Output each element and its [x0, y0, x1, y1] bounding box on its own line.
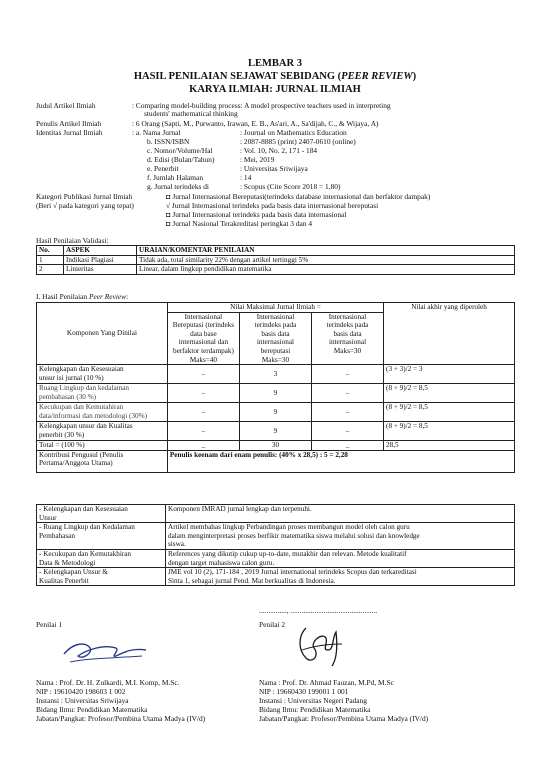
komponen-cell: Ruang Lingkup dan kedalaman pembahasan (30 %) [37, 384, 168, 403]
score-cell: _ [167, 441, 239, 451]
nilai-akhir-cell: (8 + 9)/2 = 8,5 [384, 384, 515, 403]
penilai-2-nip: NIP : 19660430 199001 1 001 [259, 687, 349, 696]
checkbox-icon[interactable]: ◘ [166, 219, 171, 228]
table-row [37, 568, 515, 586]
kategori-option-2[interactable]: ◘ Jurnal Internasional terindeks pada basis data internasional [166, 210, 347, 219]
penilai-1-bidang: Bidang Ilmu: Pendidikan Matematika [36, 705, 148, 714]
score-cell: 9 [239, 384, 311, 403]
col-header-bereputasi-40: Internasional Bereputasi (terindeks data base internasional dan berfaktor terdampak) Maks=40 [167, 312, 239, 365]
penilai-2-nama: Nama : Prof. Dr. Ahmad Fauzan, M.Pd, M.Sc [259, 678, 394, 687]
peer-review-title: I. Hasil Penilaian Peer Review: [36, 292, 129, 301]
penilai-2-label: Penilai 2 [259, 620, 286, 629]
identitas-value: : Mei, 2019 [240, 155, 275, 164]
page-title: HASIL PENILAIAN SEJAWAT SEBIDANG (PEER REVIEW) [133, 71, 417, 82]
penilai-1-nip: NIP : 19610420 198603 1 002 [36, 687, 126, 696]
validasi-title: Hasil Penilaian Validasi: [36, 236, 109, 245]
komponen-header: Komponen Yang Dinilai [37, 303, 168, 365]
checkbox-icon[interactable]: ◘ [166, 192, 171, 201]
score-cell: – [312, 422, 384, 441]
identitas-value: : Journal on Mathematics Education [240, 128, 347, 137]
table-row [37, 403, 515, 422]
nilai-maks-header: Nilai Maksimal Jurnal Ilmiah = [167, 303, 383, 313]
peer-review-table [36, 302, 515, 473]
table-cell: Linear, dalam lingkup pendidikan matematika [137, 265, 515, 275]
table-row [37, 384, 515, 403]
komentar-value: References yang dikutip cukup up-to-date, mutakhir dan relevan. Metode kualitatif dengan target mahasiswa calon guru. [166, 549, 515, 567]
score-cell: 9 [239, 403, 311, 422]
kontribusi-value: Penulis keenam dari enam penulis: (40% x 28,5) : 5 = 2,28 [167, 450, 514, 472]
penilai-2-jabatan: Jabatan/Pangkat: Profesor/Pembina Utama Madya (IV/d) [259, 714, 429, 723]
komentar-aspek: - Kelengkapan Unsur & Kualitas Penerbit [37, 568, 166, 586]
score-cell: 3 [239, 365, 311, 384]
total-value: 28,5 [384, 441, 515, 451]
penulis-value: : 6 Orang (Sapti, M., Purwanto, Irawan, E. B., As'ari, A., Sa'dijah, C., & Wijaya, A) [132, 119, 379, 128]
penilai-1-jabatan: Jabatan/Pangkat: Profesor/Pembina Utama Madya (IV/d) [36, 714, 206, 723]
signature-1-image [60, 634, 150, 668]
identitas-key: f. Jumlah Halaman [147, 173, 204, 182]
nilai-akhir-cell: (8 + 9)/2 = 8,5 [384, 403, 515, 422]
kontribusi-row [37, 450, 515, 472]
checkmark-icon[interactable]: √ [166, 201, 171, 210]
score-cell: – [312, 365, 384, 384]
table-row [37, 523, 515, 550]
komentar-value: Artikel membahas lingkup Perbandingan proses membangun model oleh calon guru dalam menginterpretasi proses berfikir matematika siswa melalui solusi dan knowledge siswa. [166, 523, 515, 550]
header-cell: URAIAN/KOMENTAR PENILAIAN [137, 246, 515, 256]
komentar-table [36, 504, 515, 586]
komponen-cell: Kelengkapan unsur dan Kualitas penerbit (30 %) [37, 422, 168, 441]
judul-label: Judul Artikel Ilmiah [36, 101, 96, 110]
table-row [37, 365, 515, 384]
identitas-value: : Vol. 10, No. 2, 171 - 184 [240, 146, 318, 155]
score-cell: – [167, 384, 239, 403]
score-cell: – [167, 422, 239, 441]
identitas-key: c. Nomor/Volume/Hal [147, 146, 213, 155]
kontribusi-label: Kontribusi Pengusul (Penulis Pertama/Anggota Utama) [37, 450, 168, 472]
table-row [37, 505, 515, 523]
komentar-value: Komponen IMRAD jurnal lengkap dan terpenuhi. [166, 505, 515, 523]
validasi-table [36, 245, 515, 275]
identitas-key: : a. Nama Jurnal [132, 128, 181, 137]
komentar-aspek: - Kecukupan dan Kemutakhiran Data & Metodologi [37, 549, 166, 567]
identitas-value: : 2087-8885 (print) 2407-0610 (online) [240, 137, 356, 146]
identitas-value: : Scopus (Cite Score 2018 = 1,80) [240, 182, 341, 191]
penilai-1-nama: Nama : Prof. Dr. H. Zulkardi, M.I. Komp, M.Sc. [36, 678, 180, 687]
score-cell: _ [312, 441, 384, 451]
score-cell: – [167, 365, 239, 384]
score-cell: 9 [239, 422, 311, 441]
table-row [37, 255, 515, 265]
kategori-option-0[interactable]: ◘ Jurnal Internasional Bereputasi(terindeks database internasional dan berfaktor dampak) [166, 192, 431, 201]
table-row [37, 422, 515, 441]
total-label: Total = (100 %) [37, 441, 168, 451]
table-cell: Indikasi Plagiasi [64, 255, 137, 265]
table-row [37, 549, 515, 567]
score-cell: – [312, 403, 384, 422]
header-cell: ASPEK [64, 246, 137, 256]
table-header-row [37, 246, 515, 256]
penilai-2-instansi: Instansi : Universitas Negeri Padang [259, 696, 367, 705]
col-header-bereputasi-30: Internasional terindeks pada basis data internasional bereputasi Maks=30 [239, 312, 311, 365]
nilai-akhir-header: Nilai akhir yang diperoleh [384, 303, 515, 365]
judul-value: : Comparing model-building process: A model prospective teachers used in interpreting [132, 101, 391, 110]
identitas-label: Identitas Jurnal Ilmiah [36, 128, 103, 137]
komentar-aspek: - Kelengkapan dan Kesesuaian Unsur [37, 505, 166, 523]
identitas-value: : 14 [240, 173, 252, 182]
checkbox-icon[interactable]: ◘ [166, 210, 171, 219]
komentar-value: JME vol 10 (2), 171-184 , 2019 Jurnal international terindeks Scopus dan terkareditasi Sinta 1, sebagai jurnal Pend. Mat berkualitas di Indonesia. [166, 568, 515, 586]
table-row [37, 265, 515, 275]
table-cell: Tidak ada, total similarity 22% dengan artikel tertinggi 5% [137, 255, 515, 265]
header-cell: No. [37, 246, 64, 256]
table-cell: Linieritas [64, 265, 137, 275]
judul-value-cont: students' mathematical thinking [144, 109, 238, 118]
col-header-internasional-30: Internasional terindeks pada basis data internasional Maks=30 [312, 312, 384, 365]
page-subtitle: KARYA ILMIAH: JURNAL ILMIAH [189, 84, 361, 95]
identitas-key: e. Penerbit [147, 164, 179, 173]
komentar-aspek: - Ruang Lingkup dan Kedalaman Pembahasan [37, 523, 166, 550]
kategori-hint: (Beri √ pada kategori yang tepat) [36, 201, 134, 210]
sheet-number: LEMBAR 3 [248, 58, 302, 69]
identitas-key: d. Edisi (Bulan/Tahun) [147, 155, 215, 164]
kategori-option-3[interactable]: ◘ Jurnal Nasional Terakreditasi peringkat 3 dan 4 [166, 219, 313, 228]
table-cell: 1 [37, 255, 64, 265]
signature-2-image [292, 620, 348, 672]
penulis-label: Penulis Artikel Ilmiah [36, 119, 102, 128]
penilai-1-instansi: Instansi : Universitas Sriwijaya [36, 696, 129, 705]
nilai-akhir-cell: (3 + 3)/2 = 3 [384, 365, 515, 384]
score-cell: 30 [239, 441, 311, 451]
identitas-value: : Universitas Sriwijaya [240, 164, 308, 173]
kategori-option-1[interactable]: √ Jurnal Internasional terindeks pada basis data internasional bereputasi [166, 201, 379, 210]
score-cell: – [312, 384, 384, 403]
komponen-cell: Kelengkapan dan Kesesuaian unsur isi jurnal (10 %) [37, 365, 168, 384]
date-line: ..............., ............................................... [259, 606, 378, 615]
score-cell: – [167, 403, 239, 422]
komponen-cell: Kecukupan dan Kemutahiran data/informasi dan metodologi (30%) [37, 403, 168, 422]
identitas-key: g. Jurnal terindeks di [147, 182, 209, 191]
identitas-key: b. ISSN/ISBN [147, 137, 190, 146]
penilai-2-bidang: Bidang Ilmu: Pendidikan Matematika [259, 705, 371, 714]
table-cell: 2 [37, 265, 64, 275]
penilai-1-label: Penilai 1 [36, 620, 63, 629]
total-row [37, 441, 515, 451]
nilai-akhir-cell: (8 + 9)/2 = 8,5 [384, 422, 515, 441]
kategori-label: Kategori Publikasi Jurnal Ilmiah [36, 192, 133, 201]
